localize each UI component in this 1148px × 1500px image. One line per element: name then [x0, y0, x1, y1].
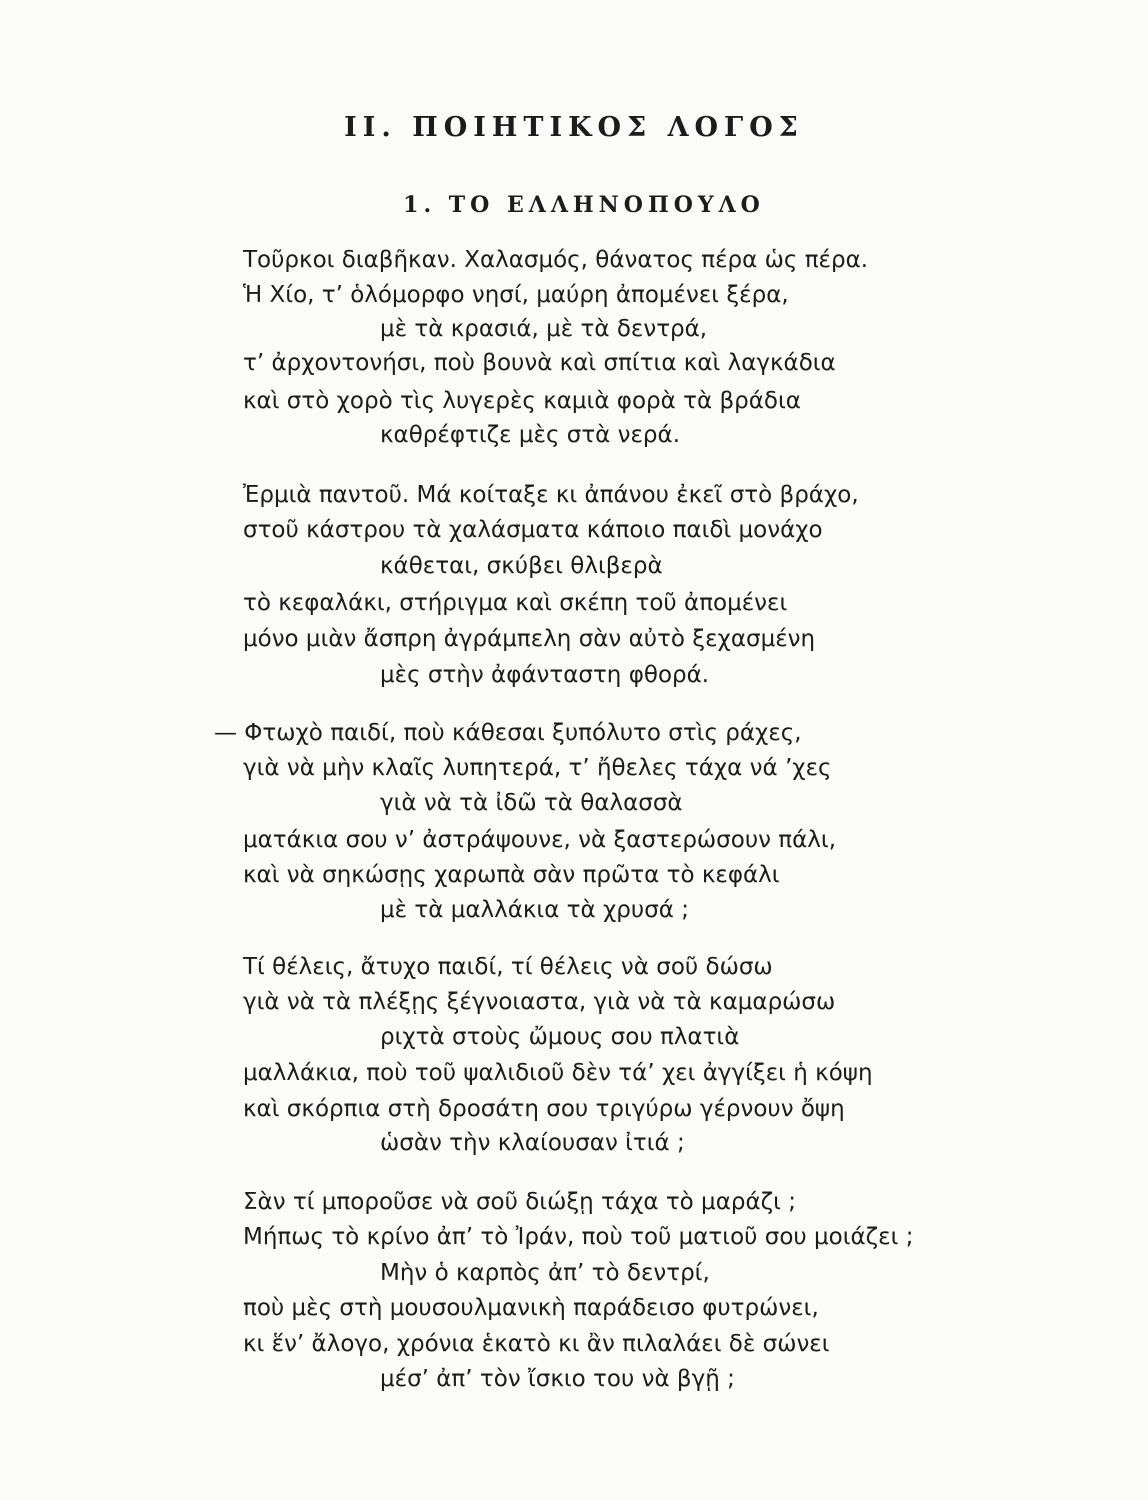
- poem-line: μὲ τὰ μαλλάκια τὰ χρυσά ;: [380, 897, 689, 923]
- poem-line: ὡσὰν τὴν κλαίουσαν ἰτιά ;: [380, 1130, 685, 1156]
- poem-line: γιὰ νὰ τὰ πλέξῃς ξέγνοιαστα, γιὰ νὰ τὰ καμαρώσω: [243, 989, 836, 1015]
- poem-line: κι ἕν’ ἄλογο, χρόνια ἑκατὸ κι ἂν πιλαλάει δὲ σώνει: [243, 1331, 830, 1357]
- poem-line: — Φτωχὸ παιδί, ποὺ κάθεσαι ξυπόλυτο στὶς ράχες,: [214, 720, 802, 746]
- poem-line: στοῦ κάστρου τὰ χαλάσματα κάποιο παιδὶ μονάχο: [243, 517, 823, 543]
- poem-line: ποὺ μὲς στὴ μουσουλμανικὴ παράδεισο φυτρώνει,: [243, 1295, 819, 1321]
- poem-line: γιὰ νὰ τὰ ἰδῶ τὰ θαλασσὰ: [380, 790, 683, 816]
- poem-line: κάθεται, σκύβει θλιβερὰ: [380, 553, 663, 579]
- poem-line: μαλλάκια, ποὺ τοῦ ψαλιδιοῦ δὲν τά’ χει ἀγγίξει ἡ κόψη: [243, 1060, 873, 1086]
- poem-line: Μήπως τὸ κρίνο ἀπ’ τὸ Ἰράν, ποὺ τοῦ ματιοῦ σου μοιάζει ;: [243, 1224, 914, 1250]
- poem-line: καὶ στὸ χορὸ τὶς λυγερὲς καμιὰ φορὰ τὰ βράδια: [243, 388, 801, 414]
- poem-line: Ἡ Χίο, τ’ ὁλόμορφο νησί, μαύρη ἀπομένει ξέρα,: [243, 282, 789, 308]
- poem-line: μὲς στὴν ἀφάνταστη φθορά.: [380, 662, 710, 688]
- poem-line: καὶ σκόρπια στὴ δροσάτη σου τριγύρω γέρνουν ὄψη: [243, 1096, 845, 1122]
- poem-line: μόνο μιὰν ἄσπρη ἀγράμπελη σὰν αὐτὸ ξεχασμένη: [243, 626, 816, 652]
- poem-line: ριχτὰ στοὺς ὤμους σου πλατιὰ: [380, 1024, 740, 1050]
- poem-line: τ’ ἀρχοντονήσι, ποὺ βουνὰ καὶ σπίτια καὶ λαγκάδια: [243, 350, 836, 376]
- poem-title: 1. ΤΟ ΕΛΛΗΝΟΠΟΥΛΟ: [403, 192, 765, 218]
- poem-line: μὲ τὰ κρασιά, μὲ τὰ δεντρά,: [380, 316, 708, 342]
- poem-line: γιὰ νὰ μὴν κλαῖς λυπητερά, τ’ ἤθελες τάχα νά ’χες: [243, 755, 832, 781]
- poem-line: μέσ’ ἀπ’ τὸν ἴσκιο του νὰ βγῇ ;: [380, 1366, 735, 1392]
- poem-line: καὶ νὰ σηκώσῃς χαρωπὰ σὰν πρῶτα τὸ κεφάλι: [243, 862, 780, 888]
- poem-line: Μὴν ὁ καρπὸς ἀπ’ τὸ δεντρί,: [380, 1260, 710, 1286]
- poem-line: τὸ κεφαλάκι, στήριγμα καὶ σκέπη τοῦ ἀπομένει: [243, 590, 788, 616]
- section-title: ΙΙ. ΠΟΙΗΤΙΚΟΣ ΛΟΓΟΣ: [344, 112, 804, 143]
- poem-line: Τί θέλεις, ἄτυχο παιδί, τί θέλεις νὰ σοῦ δώσω: [243, 954, 773, 980]
- poem-line: καθρέφτιζε μὲς στὰ νερά.: [380, 422, 680, 448]
- poem-line: Ἐρμιὰ παντοῦ. Μά κοίταξε κι ἀπάνου ἐκεῖ στὸ βράχο,: [243, 482, 859, 508]
- poem-line: ματάκια σου ν’ ἀστράψουνε, νὰ ξαστερώσουν πάλι,: [243, 827, 837, 853]
- poem-line: Τοῦρκοι διαβῆκαν. Χαλασμός, θάνατος πέρα ὡς πέρα.: [243, 247, 869, 273]
- poem-line: Σὰν τί μποροῦσε νὰ σοῦ διώξῃ τάχα τὸ μαράζι ;: [243, 1189, 796, 1215]
